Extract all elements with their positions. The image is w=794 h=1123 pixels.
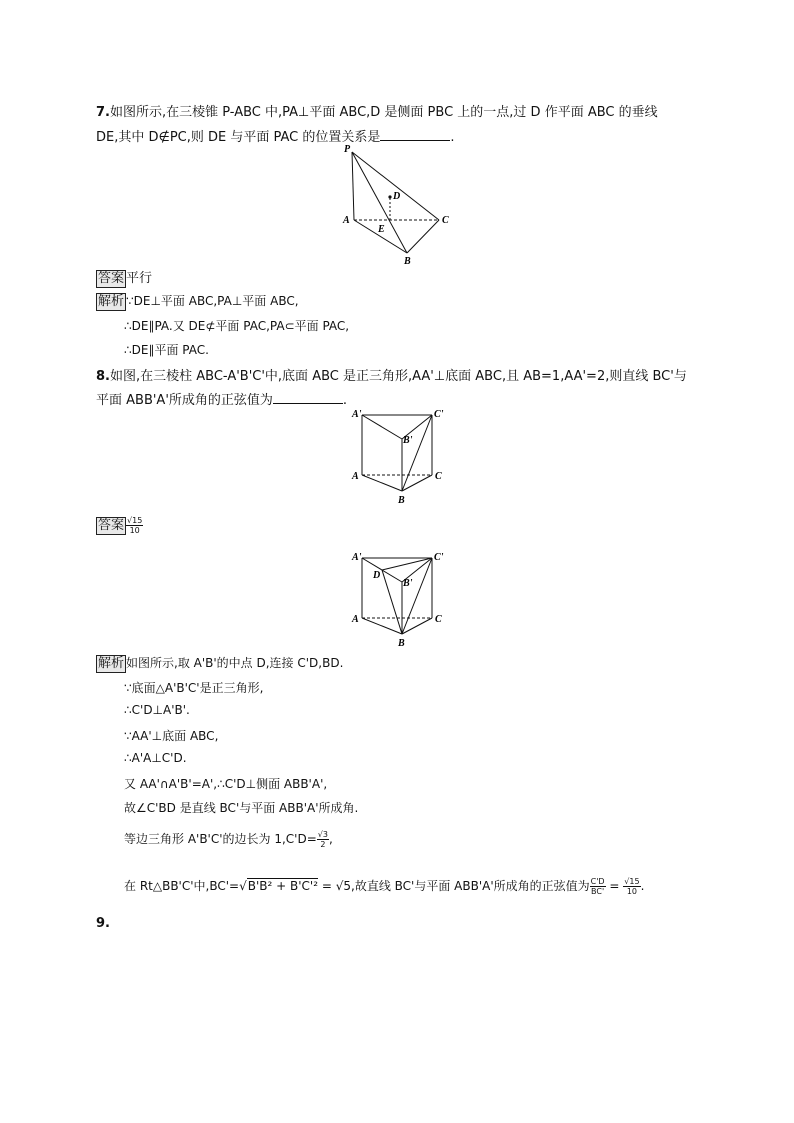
- q8-sol-label-A1: A': [352, 552, 362, 563]
- q8-rt-frac1-num: C'D: [590, 877, 605, 886]
- q8-rt-eq2: =: [605, 879, 624, 893]
- q8-analysis-line-4: 又 AA'∩A'B'=A',∴C'D⊥侧面 ABB'A',: [124, 777, 328, 791]
- q8-analysis-line-5: 故∠C'BD 是直线 BC'与平面 ABB'A'所成角.: [124, 801, 359, 815]
- q8-analysis: [96, 654, 343, 673]
- q8-sol-label-B1: B': [403, 578, 413, 589]
- q8-sol-label-C: C: [435, 614, 442, 625]
- q7-text-2: DE,其中 D∉PC,则 DE 与平面 PAC 的位置关系是: [96, 130, 381, 145]
- q8-text-1: 如图,在三棱柱 ABC-A'B'C'中,底面 ABC 是正三角形,AA'⊥底面 ABC,且 AB=1,AA'=2,则直线 BC'与: [109, 369, 687, 384]
- q7-label-A: A: [343, 215, 350, 226]
- q8-answer-fraction: [126, 516, 143, 535]
- q7-analysis-line-0: ∵DE⊥平面 ABC,PA⊥平面 ABC,: [126, 294, 299, 308]
- q7-number: 7.: [96, 105, 110, 120]
- q8-period: .: [342, 393, 348, 408]
- q8-analysis-line-2: ∵AA'⊥底面 ABC,: [124, 729, 219, 743]
- q7-text-1: 如图所示,在三棱锥 P-ABC 中,PA⊥平面 ABC,D 是侧面 PBC 上的一点,过 D 作平面 ABC 的垂线: [109, 105, 658, 120]
- q8-label-C: C: [435, 471, 442, 482]
- q8-rt-line: 在 Rt△BB'C'中,BC'=√B'B² + B'C'² = √5,故直线 BC'与平面 ABB'A'所成角的正弦值为 $\frac{C'D}{BC'}$ = $\frac{√15}{10}$ .: [124, 877, 645, 896]
- q8-answer-tag: 答案: [98, 518, 125, 533]
- q8-side-text: 等边三角形 A'B'C'的边长为 1,C'D=: [124, 832, 317, 846]
- q7-answer: [96, 267, 152, 288]
- q8-analysis-line-3: ∴A'A⊥C'D.: [124, 751, 187, 765]
- q8-number: 8.: [96, 369, 110, 384]
- q8-rt-frac1-den: BC': [591, 887, 605, 896]
- q8-line1: [96, 365, 687, 384]
- q7-analysis-line-2: ∴DE∥平面 PAC.: [124, 343, 209, 357]
- q7-label-E: E: [378, 224, 385, 235]
- q8-rt-sqrt: B'B² + B'C'²: [247, 879, 319, 893]
- q8-rt-end: .: [640, 879, 645, 893]
- q8-rt-frac2-num: √15: [624, 877, 640, 886]
- q8-answer-num: √15: [127, 516, 143, 525]
- q7-analysis: [96, 292, 299, 311]
- q8-analysis-line-1: ∴C'D⊥A'B'.: [124, 703, 190, 717]
- q8-answer-den: 10: [129, 526, 140, 535]
- q8-label-A: A: [352, 471, 359, 482]
- q8-solution-figure: [345, 548, 455, 650]
- q8-rt-fraction-1: [590, 877, 606, 896]
- q8-side-length-line: [124, 830, 333, 849]
- q8-side-fraction: [317, 830, 329, 849]
- q8-sol-label-C1: C': [434, 552, 444, 563]
- q7-answer-text: 平行: [126, 271, 153, 286]
- q8-text-2: 平面 ABB'A'所成角的正弦值为: [96, 393, 273, 408]
- q9-number-text: 9.: [96, 916, 110, 931]
- q9-number: [96, 916, 110, 931]
- q7-label-C: C: [442, 215, 449, 226]
- q8-side-comma: ,: [328, 832, 333, 846]
- q7-label-P: P: [344, 144, 351, 155]
- q8-answer-blank: [273, 391, 343, 404]
- q8-rt-text: 在 Rt△BB'C'中,BC'=: [124, 879, 240, 893]
- q8-analysis-tag: 解析: [98, 656, 125, 671]
- q8-rt-frac2-den: 10: [626, 887, 638, 896]
- q7-label-D: D: [393, 191, 401, 202]
- q8-sol-label-D: D: [373, 570, 381, 581]
- q7-period: .: [450, 130, 455, 145]
- q8-prism-figure: [345, 405, 455, 505]
- q8-analysis-first: 如图所示,取 A'B'的中点 D,连接 C'D,BD.: [126, 656, 344, 670]
- q8-label-B: B: [398, 495, 405, 505]
- q8-rt-eq: = √5: [318, 879, 352, 893]
- q8-analysis-line-0: ∵底面△A'B'C'是正三角形,: [124, 681, 264, 695]
- q8-rt-mid: ,故直线 BC'与平面 ABB'A'所成角的正弦值为: [351, 879, 590, 893]
- q7-answer-tag: 答案: [98, 271, 125, 286]
- q7-label-B: B: [404, 256, 411, 265]
- q7-analysis-line-1: ∴DE∥PA.又 DE⊄平面 PAC,PA⊂平面 PAC,: [124, 319, 350, 333]
- q8-label-B1: B': [403, 435, 413, 446]
- q8-label-C1: C': [434, 409, 444, 420]
- q8-sol-label-A: A: [352, 614, 359, 625]
- q8-side-num: √3: [317, 830, 328, 839]
- q8-side-den: 2: [320, 840, 326, 849]
- q7-analysis-tag: 解析: [98, 294, 125, 309]
- q8-answer: [96, 516, 143, 535]
- q7-line1: [96, 101, 658, 120]
- q7-pyramid-figure: [335, 140, 465, 265]
- q8-label-A1: A': [352, 409, 362, 420]
- q8-sol-label-B: B: [398, 638, 405, 649]
- q8-line2: [96, 389, 347, 408]
- q8-rt-fraction-2: [623, 877, 640, 896]
